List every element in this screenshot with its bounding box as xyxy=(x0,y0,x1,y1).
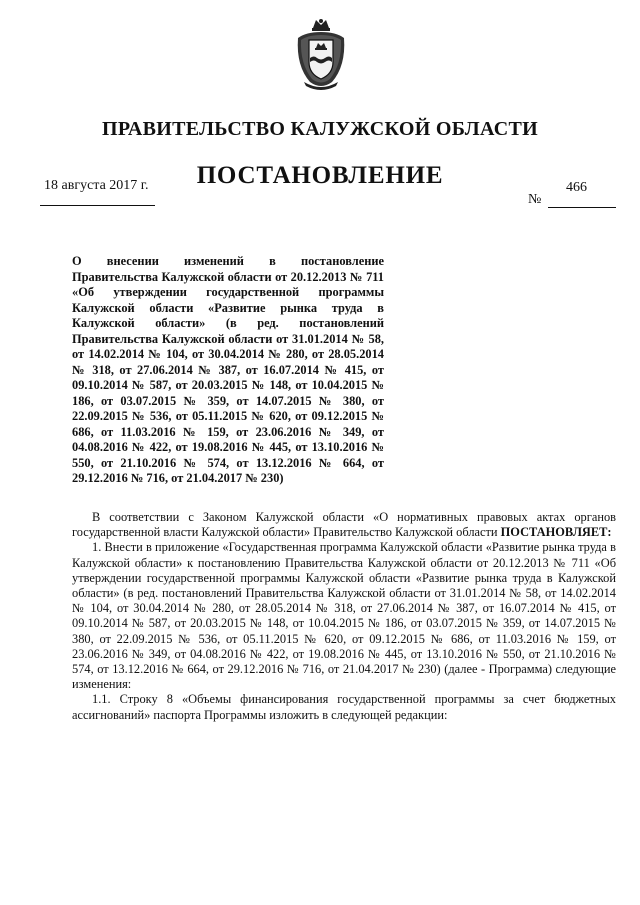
item-1-paragraph: 1. Внести в приложение «Государственная программа Калужской области «Развитие рынка труда в Калужской области» к постановлению Правительства Калужской области от 20.12.2013 № 711 «Об утверждении государственной программы Калужской области «Развитие рынка труда в Калужской области» (в ред. постановлений Правительства Калужской области от 31.01.2014 № 58, от 14.02.2014 № 104, от 30.04.2014 № 280, от 28.05.2014 № 318, от 27.06.2014 № 387, от 16.07.2014 № 415, от 09.10.2014 № 587, от 20.03.2015 № 148, от 10.04.2015 № 186, от 03.07.2015 № 359, от 14.07.2015 № 380, от 22.09.2015 № 536, от 05.11.2015 № 620, от 09.12.2015 № 686, от 11.03.2016 № 159, от 23.06.2016 № 349, от 04.08.2016 № 422, от 19.08.2016 № 445, от 13.10.2016 № 550, от 21.10.2016 № 574, от 13.12.2016 № 664, от 29.12.2016 № 716, от 21.04.2017 № 230) (далее - Программа) следующие изменения: xyxy=(72,540,616,692)
document-number: 466 xyxy=(566,180,587,195)
item-1-1-paragraph: 1.1. Строку 8 «Объемы финансирования государственной программы за счет бюджетных ассигнований» паспорта Программы изложить в следующей редакции: xyxy=(72,692,616,722)
document-body xyxy=(72,510,616,723)
preamble-paragraph xyxy=(72,510,616,540)
preamble-text: В соответствии с Законом Калужской области «О нормативных правовых актах органов государственной власти Калужской области» Правительство Калужской области xyxy=(72,510,616,540)
number-label: № xyxy=(528,192,542,207)
number-underline xyxy=(548,207,616,208)
document-date: 18 августа 2017 г. xyxy=(44,178,149,193)
date-underline xyxy=(40,205,155,206)
document-type: ПОСТАНОВЛЕНИЕ xyxy=(196,162,444,189)
document-subject: О внесении изменений в постановление Правительства Калужской области от 20.12.2013 № 711 «Об утверждении государственной программы Калужской области «Развитие рынка труда в Калужской области» (в ред. постановлений Правительства Калужской области от 31.01.2014 № 58, от 14.02.2014 № 104, от 30.04.2014 № 280, от 28.05.2014 № 318, от 27.06.2014 № 387, от 16.07.2014 № 415, от 09.10.2014 № 587, от 20.03.2015 № 148, от 10.04.2015 № 186, от 03.07.2015 № 359, от 14.07.2015 № 380, от 22.09.2015 № 536, от 05.11.2015 № 620, от 09.12.2015 № 686, от 11.03.2016 № 159, от 23.06.2016 № 349, от 04.08.2016 № 422, от 19.08.2016 № 445, от 13.10.2016 № 550, от 21.10.2016 № 574, от 13.12.2016 № 664, от 29.12.2016 № 716, от 21.04.2017 № 230) xyxy=(72,254,384,485)
government-title: ПРАВИТЕЛЬСТВО КАЛУЖСКОЙ ОБЛАСТИ xyxy=(102,118,538,140)
decree-word: ПОСТАНОВЛЯЕТ: xyxy=(500,525,612,540)
coat-of-arms-icon xyxy=(292,18,350,92)
